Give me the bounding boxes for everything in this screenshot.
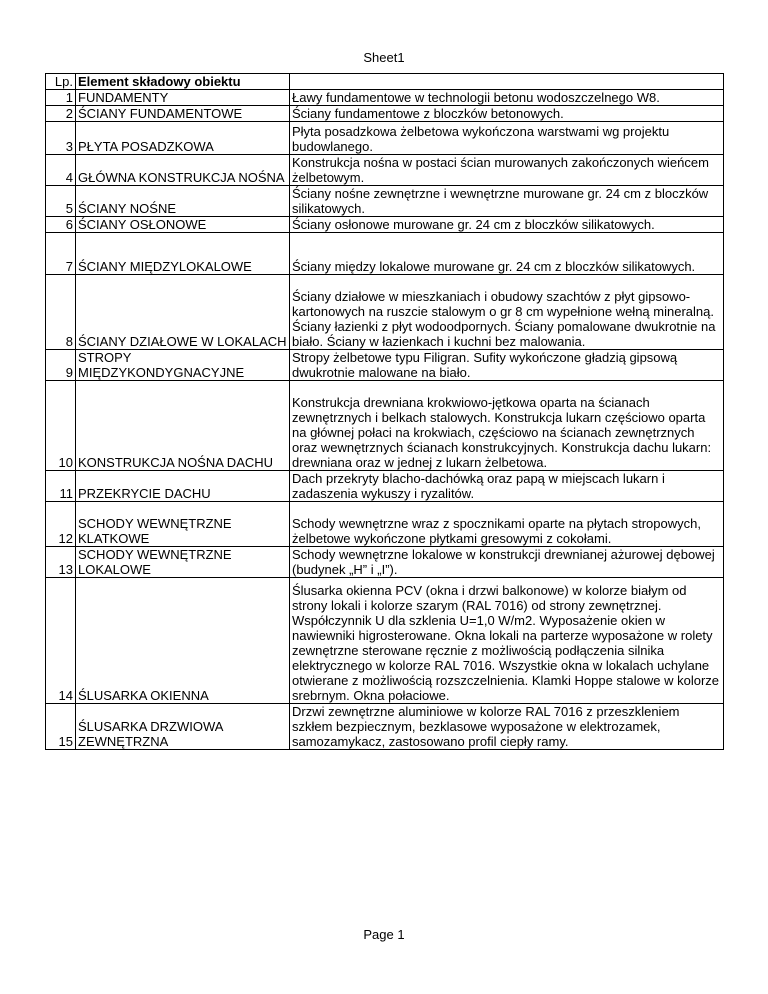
row-lp: 3 xyxy=(46,122,76,155)
row-lp: 11 xyxy=(46,471,76,502)
row-description: Konstrukcja nośna w postaci ścian murowanych zakończonych wieńcem żelbetowym. xyxy=(290,155,724,186)
row-description: Drzwi zewnętrzne aluminiowe w kolorze RAL 7016 z przeszkleniem szkłem bezpiecznym, bezklasowe wyposażone w elektrozamek, samozamykacz, zastosowano profil ciepły ramy. xyxy=(290,704,724,750)
row-lp: 7 xyxy=(46,233,76,275)
row-element: KONSTRUKCJA NOŚNA DACHU xyxy=(76,381,290,471)
row-lp: 12 xyxy=(46,502,76,547)
row-description: Płyta posadzkowa żelbetowa wykończona warstwami wg projektu budowlanego. xyxy=(290,122,724,155)
row-description: Ławy fundamentowe w technologii betonu wodoszczelnego W8. xyxy=(290,90,724,106)
row-description: Ściany między lokalowe murowane gr. 24 cm z bloczków silikatowych. xyxy=(290,233,724,275)
table-row xyxy=(46,275,724,350)
row-element: STROPY MIĘDZYKONDYGNACYJNE xyxy=(76,350,290,381)
row-description: Ściany działowe w mieszkaniach i obudowy szachtów z płyt gipsowo-kartonowych na ruszcie stalowym o gr 8 cm wypełnione wełną mineralną. Ściany łazienki z płyt wodoodpornych. Ściany pomalowane dwukrotnie na biało. Ściany w łazienkach i kuchni bez malowania. xyxy=(290,275,724,350)
table-row xyxy=(46,155,724,186)
row-description: Schody wewnętrzne wraz z spocznikami oparte na płytach stropowych, żelbetowe wykończone płytkami gresowymi z cokołami. xyxy=(290,502,724,547)
specification-table xyxy=(45,73,724,750)
row-lp: 5 xyxy=(46,186,76,217)
table-row xyxy=(46,704,724,750)
table-row xyxy=(46,90,724,106)
row-description: Ślusarka okienna PCV (okna i drzwi balkonowe) w kolorze białym od strony lokali i kolorze szarym (RAL 7016) od strony zewnętrznej. Współczynnik U dla szklenia U=1,0 W/m2. Wyposażenie okien w nawiewniki higrosterowane. Okna lokali na parterze wyposażone w rolety zewnętrzne sterowane ręcznie z możliwością podłączenia silnika elektrycznego w kolorze RAL 7016. Wszystkie okna w lokalach uchylane otwierane z możliwością rozszczelnienia. Klamki Hoppe stalowe w kolorze srebrnym. Okna połaciowe. xyxy=(290,578,724,704)
table-row xyxy=(46,122,724,155)
row-element: ŚLUSARKA OKIENNA xyxy=(76,578,290,704)
row-lp: 10 xyxy=(46,381,76,471)
row-lp: 9 xyxy=(46,350,76,381)
row-element: ŚCIANY FUNDAMENTOWE xyxy=(76,106,290,122)
row-element: ŚCIANY NOŚNE xyxy=(76,186,290,217)
table-row xyxy=(46,217,724,233)
row-lp: 8 xyxy=(46,275,76,350)
row-lp: 6 xyxy=(46,217,76,233)
row-element: PRZEKRYCIE DACHU xyxy=(76,471,290,502)
header-description xyxy=(290,74,724,90)
row-lp: 15 xyxy=(46,704,76,750)
row-element: SCHODY WEWNĘTRZNE KLATKOWE xyxy=(76,502,290,547)
row-element: ŚCIANY OSŁONOWE xyxy=(76,217,290,233)
row-element: GŁÓWNA KONSTRUKCJA NOŚNA xyxy=(76,155,290,186)
row-lp: 2 xyxy=(46,106,76,122)
table-row xyxy=(46,471,724,502)
row-description: Dach przekryty blacho-dachówką oraz papą w miejscach lukarn i zadaszenia wykuszy i ryzalitów. xyxy=(290,471,724,502)
sheet-title: Sheet1 xyxy=(363,50,405,65)
row-description: Ściany fundamentowe z bloczków betonowych. xyxy=(290,106,724,122)
row-description: Ściany nośne zewnętrzne i wewnętrzne murowane gr. 24 cm z bloczków silikatowych. xyxy=(290,186,724,217)
table-row xyxy=(46,578,724,704)
table-row xyxy=(46,106,724,122)
page-footer: Page 1 xyxy=(363,927,405,942)
header-lp: Lp. xyxy=(46,74,76,90)
row-lp: 14 xyxy=(46,578,76,704)
row-element: PŁYTA POSADZKOWA xyxy=(76,122,290,155)
table-row xyxy=(46,186,724,217)
row-description: Schody wewnętrzne lokalowe w konstrukcji drewnianej ażurowej dębowej (budynek „H” i „I”). xyxy=(290,547,724,578)
row-description: Stropy żelbetowe typu Filigran. Sufity wykończone gładzią gipsową dwukrotnie malowane na biało. xyxy=(290,350,724,381)
table-row xyxy=(46,350,724,381)
row-lp: 4 xyxy=(46,155,76,186)
table-row xyxy=(46,381,724,471)
header-element: Element składowy obiektu xyxy=(76,74,290,90)
row-element: FUNDAMENTY xyxy=(76,90,290,106)
row-element: ŚLUSARKA DRZWIOWA ZEWNĘTRZNA xyxy=(76,704,290,750)
table-header-row xyxy=(46,74,724,90)
table-row xyxy=(46,547,724,578)
row-description: Konstrukcja drewniana krokwiowo-jętkowa oparta na ścianach zewnętrznych i belkach stalowych. Konstrukcja lukarn częściowo oparta na głównej połaci na krokwiach, częściowo na ścianach zewnętrznych oraz wewnętrznych ścianach konstrukcyjnych. Konstrukcja dachu lukarn: drewniana oraz w jednej z lukarn żelbetowa. xyxy=(290,381,724,471)
row-lp: 13 xyxy=(46,547,76,578)
row-element: SCHODY WEWNĘTRZNE LOKALOWE xyxy=(76,547,290,578)
row-description: Ściany osłonowe murowane gr. 24 cm z bloczków silikatowych. xyxy=(290,217,724,233)
table-row xyxy=(46,502,724,547)
row-element: ŚCIANY DZIAŁOWE W LOKALACH xyxy=(76,275,290,350)
row-element: ŚCIANY MIĘDZYLOKALOWE xyxy=(76,233,290,275)
table-row xyxy=(46,233,724,275)
row-lp: 1 xyxy=(46,90,76,106)
